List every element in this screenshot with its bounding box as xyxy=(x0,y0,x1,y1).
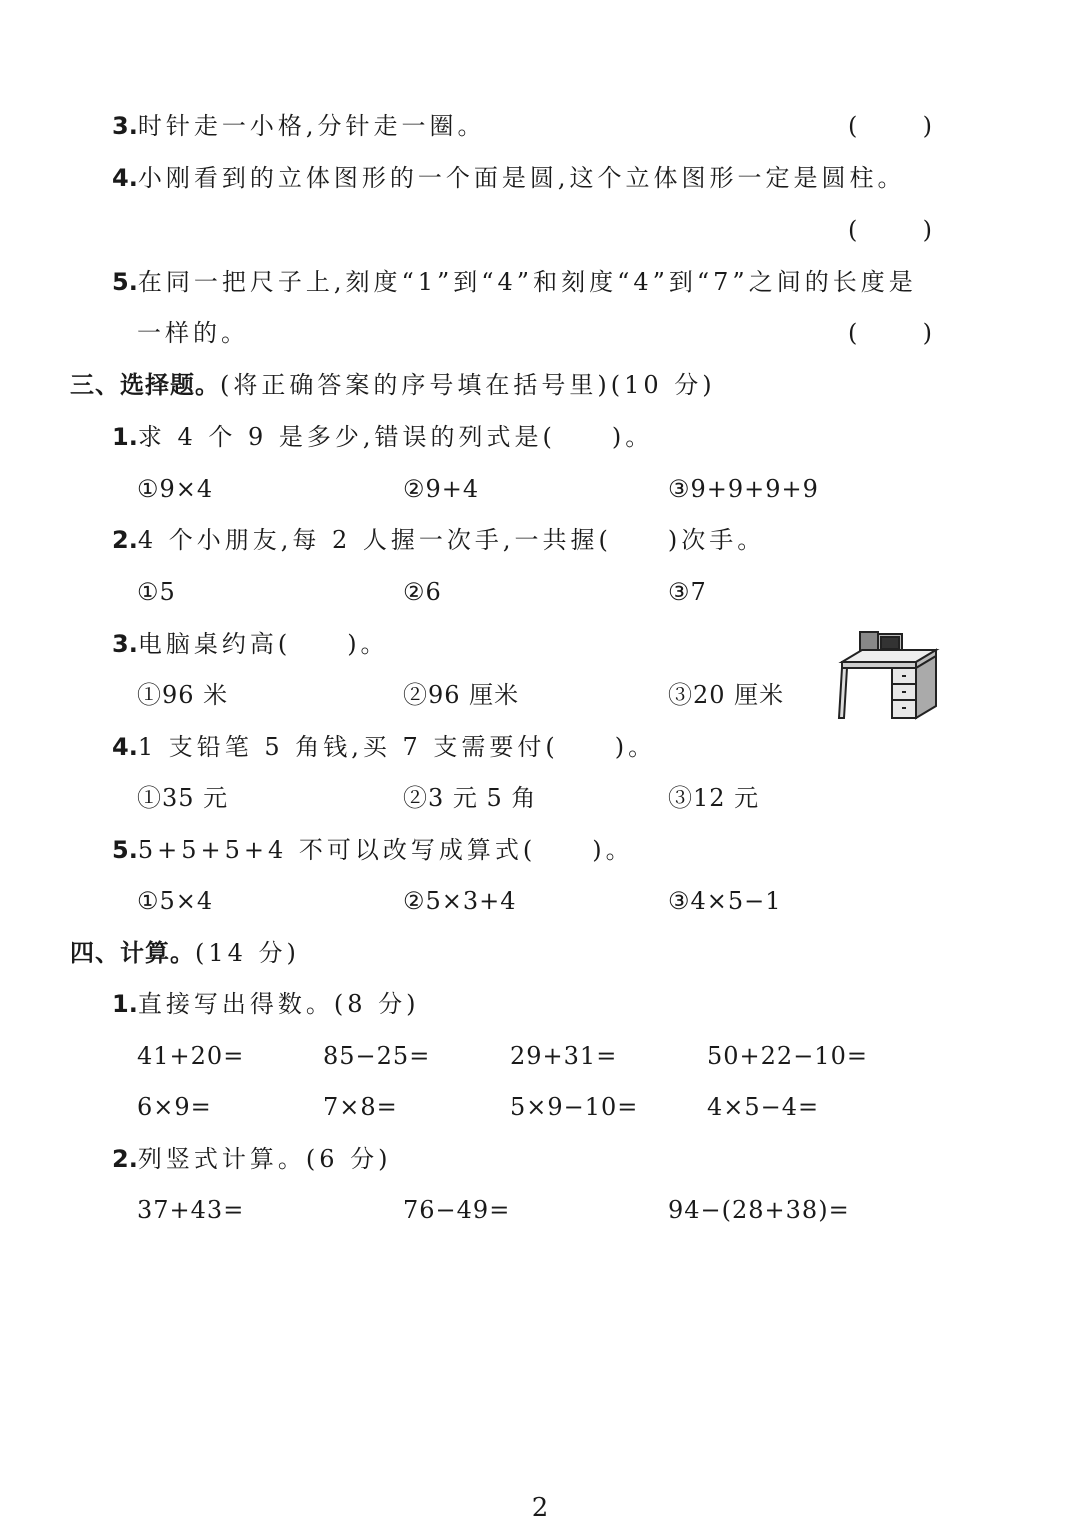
question-text: 1 支铅笔 5 角钱,买 7 支需要付( )。 xyxy=(137,733,657,761)
section-3-heading xyxy=(0,365,1080,405)
calc-row-3 xyxy=(0,1190,1080,1230)
item-text: 时针走一小格,分针走一圈。 xyxy=(137,112,486,140)
option-3[interactable]: ③7 xyxy=(668,578,707,606)
mc-question-2: 2.4 个小朋友,每 2 人握一次手,一共握( )次手。 xyxy=(112,526,766,554)
option-1[interactable]: ①5×4 xyxy=(137,887,214,915)
mc-options-5 xyxy=(0,881,1080,921)
answer-paren[interactable]: ( ) xyxy=(848,319,932,347)
answer-paren[interactable]: ( ) xyxy=(848,112,932,140)
calc-problem[interactable]: 4×5−4= xyxy=(707,1093,820,1121)
option-2[interactable]: ②9+4 xyxy=(403,475,480,503)
calc-part-2-heading: 2.列竖式计算。(6 分) xyxy=(112,1145,392,1173)
calc-problem[interactable]: 94−(28+38)= xyxy=(668,1196,850,1224)
section-title: 四、计算。 xyxy=(70,939,195,967)
tf-item-4-answer xyxy=(0,210,1080,250)
calc-part-1-heading: 1.直接写出得数。(8 分) xyxy=(112,990,420,1018)
calc-row-2 xyxy=(0,1087,1080,1127)
calc-problem[interactable]: 41+20= xyxy=(137,1042,245,1070)
page-number: 2 xyxy=(531,1493,549,1523)
mc-question-5: 5.5+5+5+4 不可以改写成算式( )。 xyxy=(112,836,634,864)
item-number: 4. xyxy=(112,164,138,192)
item-text: 小刚看到的立体图形的一个面是圆,这个立体图形一定是圆柱。 xyxy=(137,164,906,192)
question-text: 5+5+5+4 不可以改写成算式( )。 xyxy=(137,836,634,864)
option-3[interactable]: ③12 元 xyxy=(668,784,760,812)
option-3[interactable]: ③4×5−1 xyxy=(668,887,782,915)
mc-options-1 xyxy=(0,469,1080,509)
option-1[interactable]: ①96 米 xyxy=(137,681,229,709)
mc-question-1: 1.求 4 个 9 是多少,错误的列式是( )。 xyxy=(112,423,654,451)
section-title: 三、选择题。 xyxy=(70,371,220,399)
tf-item-5-cont xyxy=(0,313,1080,353)
option-1[interactable]: ①9×4 xyxy=(137,475,214,503)
option-3[interactable]: ③20 厘米 xyxy=(668,681,785,709)
calc-problem[interactable]: 29+31= xyxy=(510,1042,618,1070)
item-number: 3. xyxy=(112,112,138,140)
calc-problem[interactable]: 76−49= xyxy=(403,1196,511,1224)
option-2[interactable]: ②96 厘米 xyxy=(403,681,520,709)
section-note: (14 分) xyxy=(195,939,300,967)
tf-item-5 xyxy=(0,262,1080,302)
calc-problem[interactable]: 6×9= xyxy=(137,1093,212,1121)
question-text: 电脑桌约高( )。 xyxy=(137,630,389,658)
calc-problem[interactable]: 7×8= xyxy=(323,1093,398,1121)
section-4-heading xyxy=(0,933,1080,973)
item-text: 在同一把尺子上,刻度“1”到“4”和刻度“4”到“7”之间的长度是 xyxy=(137,268,917,296)
question-text: 4 个小朋友,每 2 人握一次手,一共握( )次手。 xyxy=(137,526,766,554)
part-text: 直接写出得数。(8 分) xyxy=(137,990,420,1018)
option-2[interactable]: ②3 元 5 角 xyxy=(403,784,537,812)
mc-question-3: 3.电脑桌约高( )。 xyxy=(112,630,389,658)
section-note: (将正确答案的序号填在括号里)(10 分) xyxy=(220,371,716,399)
computer-desk-illustration xyxy=(832,628,942,724)
option-3[interactable]: ③9+9+9+9 xyxy=(668,475,819,503)
calc-problem[interactable]: 50+22−10= xyxy=(707,1042,868,1070)
mc-options-2 xyxy=(0,572,1080,612)
mc-options-4 xyxy=(0,778,1080,818)
option-2[interactable]: ②6 xyxy=(403,578,442,606)
option-1[interactable]: ①5 xyxy=(137,578,176,606)
answer-paren[interactable]: ( ) xyxy=(848,216,932,244)
tf-item-3 xyxy=(0,106,1080,146)
calc-row-1 xyxy=(0,1036,1080,1076)
question-text: 求 4 个 9 是多少,错误的列式是( )。 xyxy=(137,423,654,451)
option-1[interactable]: ①35 元 xyxy=(137,784,229,812)
item-text-cont: 一样的。 xyxy=(137,319,249,347)
part-text: 列竖式计算。(6 分) xyxy=(137,1145,392,1173)
calc-problem[interactable]: 37+43= xyxy=(137,1196,245,1224)
calc-problem[interactable]: 5×9−10= xyxy=(510,1093,639,1121)
mc-question-4: 4.1 支铅笔 5 角钱,买 7 支需要付( )。 xyxy=(112,733,657,761)
option-2[interactable]: ②5×3+4 xyxy=(403,887,517,915)
tf-item-4 xyxy=(0,158,1080,198)
calc-problem[interactable]: 85−25= xyxy=(323,1042,431,1070)
item-number: 5. xyxy=(112,268,138,296)
